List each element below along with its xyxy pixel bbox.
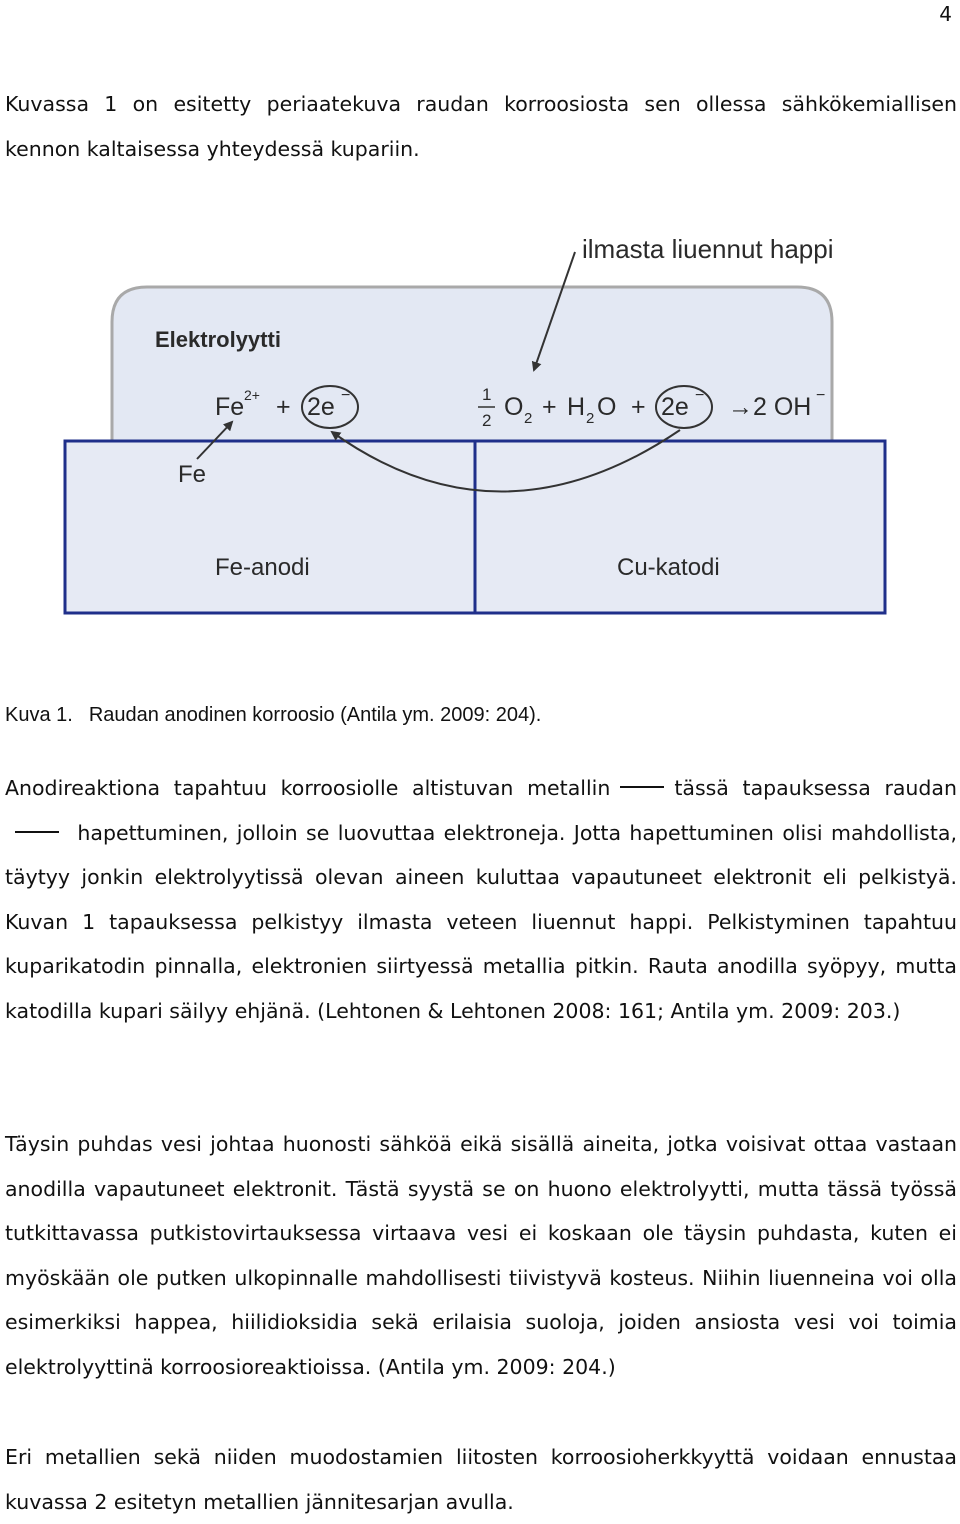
half-numerator: 1 — [482, 385, 492, 404]
water-h: H — [567, 393, 586, 421]
fe-metal-label: Fe — [178, 461, 207, 488]
cathode-label: Cu-katodi — [617, 554, 720, 581]
water-o: O — [597, 393, 617, 421]
water-sub: 2 — [586, 410, 595, 427]
cu-cathode-block — [475, 441, 885, 613]
electrolyte-label: Elektrolyytti — [155, 327, 281, 352]
oxygen-formula: O — [504, 393, 524, 421]
corrosion-diagram — [60, 222, 900, 627]
half-denominator: 2 — [482, 411, 492, 430]
corrosion-figure — [60, 222, 900, 627]
page-number: 4 — [939, 2, 952, 26]
anode-electron-minus: − — [341, 387, 351, 404]
cathode-electrons: 2e — [661, 393, 689, 421]
paragraph-pure-water: Täysin puhdas vesi johtaa huonosti sähköä eikä sisällä aineita, jotka voisivat ottaa vastaan anodilla vapautuneet elektronit. Tästä syystä se on huono elektrolyytti, mutta tässä työssä tutkittavassa putkistovirtauksessa virtaava vesi ei koskaan ole täysin puhdasta, kuten ei myöskään ole putken ulkopinnalle mahdollisesti tiivistyvä kosteus. Niihin liuenneina voi olla esimerkiksi happea, hiilidioksidia sekä erilaisia suoloja, joiden ansiosta vesi voi toimia elektrolyyttinä korroosioreaktioissa. (Antila ym. 2009: 204.) — [5, 1132, 957, 1379]
fe-ion-charge: 2+ — [244, 387, 260, 403]
fe-ion-label: Fe — [215, 393, 245, 421]
paragraph-2-part-a: Anodireaktiona tapahtuu korroosiolle altistuvan metallin — [5, 776, 611, 800]
anode-label: Fe-anodi — [215, 554, 310, 581]
paragraph-galvanic-series: Eri metallien sekä niiden muodostamien liitosten korroosioherkkyyttä voidaan ennustaa kuvassa 2 esitetyn metallien jännitesarjan avulla. — [5, 1445, 957, 1514]
hydroxide-product: →2 OH — [728, 393, 812, 421]
anode-electrons: 2e — [307, 393, 335, 421]
paragraph-2-part-b: tässä tapauksessa raudan — [674, 776, 957, 800]
paragraph-anode-reaction — [5, 766, 957, 1033]
em-dash-1 — [620, 786, 664, 788]
intro-paragraph: Kuvassa 1 on esitetty periaatekuva raudan korroosiosta sen ollessa sähkökemiallisen kennon kaltaisessa yhteydessä kupariin. — [5, 92, 957, 161]
paragraph-2-part-c: hapettuminen, jolloin se luovuttaa elektroneja. Jotta hapettuminen olisi mahdollista, täytyy jonkin elektrolyytissä olevan aineen kuluttaa vapautuneet elektronit eli pelkistyä. Kuvan 1 tapauksessa pelkistyy ilmasta veteen liuennut happi. Pelkistyminen tapahtuu kuparikatodin pinnalla, elektronien siirtyessä metallia pitkin. Rauta anodilla syöpyy, mutta katodilla kupari säilyy ehjänä. (Lehtonen & Lehtonen 2008: 161; Antila ym. 2009: 203.) — [5, 820, 957, 1023]
caption-label: Kuva 1. — [5, 704, 73, 726]
plus-sign-2: + — [542, 393, 557, 421]
em-dash-2 — [15, 831, 59, 833]
plus-sign-3: + — [631, 393, 646, 421]
oxygen-formula-sub: 2 — [524, 410, 533, 427]
cathode-electron-minus: − — [695, 387, 705, 404]
oxygen-label: ilmasta liuennut happi — [582, 234, 834, 264]
caption-text: Raudan anodinen korroosio (Antila ym. 2009: 204). — [88, 704, 542, 726]
figure-caption — [5, 697, 905, 733]
fe-anode-block — [65, 441, 475, 613]
plus-sign-1: + — [276, 393, 291, 421]
hydroxide-minus: − — [816, 387, 826, 404]
